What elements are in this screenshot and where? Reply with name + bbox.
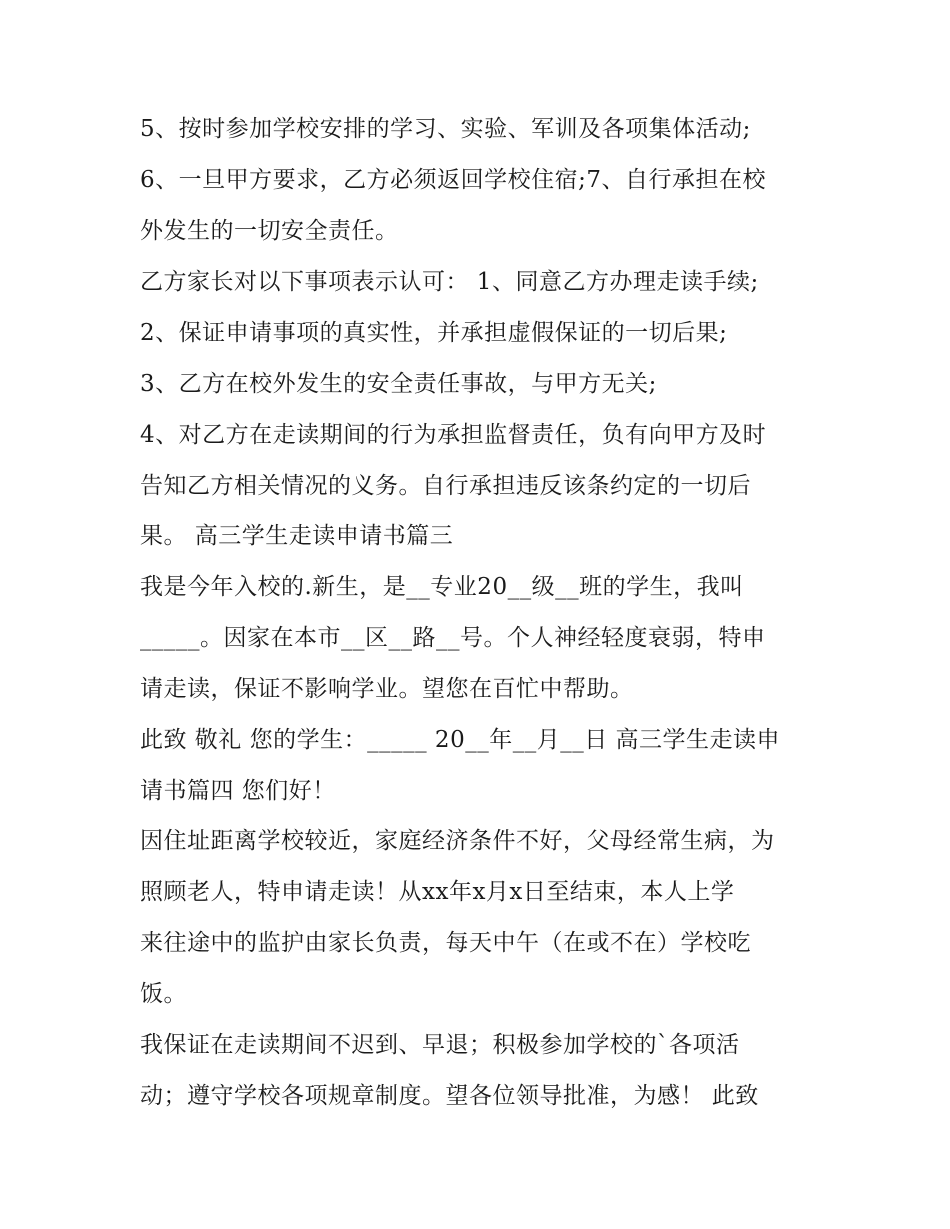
text-line: 请走读，保证不影响学业。望您在百忙中帮助。 [140, 676, 634, 702]
text-line: 果。 高三学生走读申请书篇三 [140, 523, 454, 549]
text-line: 此致 敬礼 您的学生：_____ 20__年__月__日 高三学生走读申 [140, 727, 781, 753]
text-line: 饭。 [140, 981, 187, 1007]
text-line: 外发生的一切安全责任。 [140, 218, 399, 244]
text-line: 请书篇四 您们好！ [140, 778, 336, 804]
text-line: 照顾老人，特申请走读！从xx年x月x日至结束，本人上学 [140, 879, 735, 905]
text-line: 来往途中的监护由家长负责，每天中午（在或不在）学校吃 [140, 930, 751, 956]
text-line: 6、一旦甲方要求，乙方必须返回学校住宿;7、自行承担在校 [140, 167, 767, 193]
text-line: 2、保证申请事项的真实性，并承担虚假保证的一切后果; [140, 320, 728, 346]
text-line: 5、按时参加学校安排的学习、实验、军训及各项集体活动; [140, 116, 751, 142]
text-line: 4、对乙方在走读期间的行为承担监督责任，负有向甲方及时 [140, 422, 767, 448]
text-line: 乙方家长对以下事项表示认可： 1、同意乙方办理走读手续; [140, 269, 759, 295]
text-line: 我是今年入校的.新生，是__专业20__级__班的学生，我叫 [140, 574, 744, 600]
text-line: 动；遵守学校各项规章制度。望各位领导批准，为感！ 此致 [140, 1083, 759, 1109]
text-line: 3、乙方在校外发生的安全责任事故，与甲方无关; [140, 371, 657, 397]
text-line: 告知乙方相关情况的义务。自行承担违反该条约定的一切后 [140, 473, 751, 499]
text-line: 因住址距离学校较近，家庭经济条件不好，父母经常生病，为 [140, 828, 775, 854]
text-line: 我保证在走读期间不迟到、早退；积极参加学校的`各项活 [140, 1032, 740, 1058]
text-line: _____。因家在本市__区__路__号。个人神经轻度衰弱，特申 [140, 625, 766, 651]
